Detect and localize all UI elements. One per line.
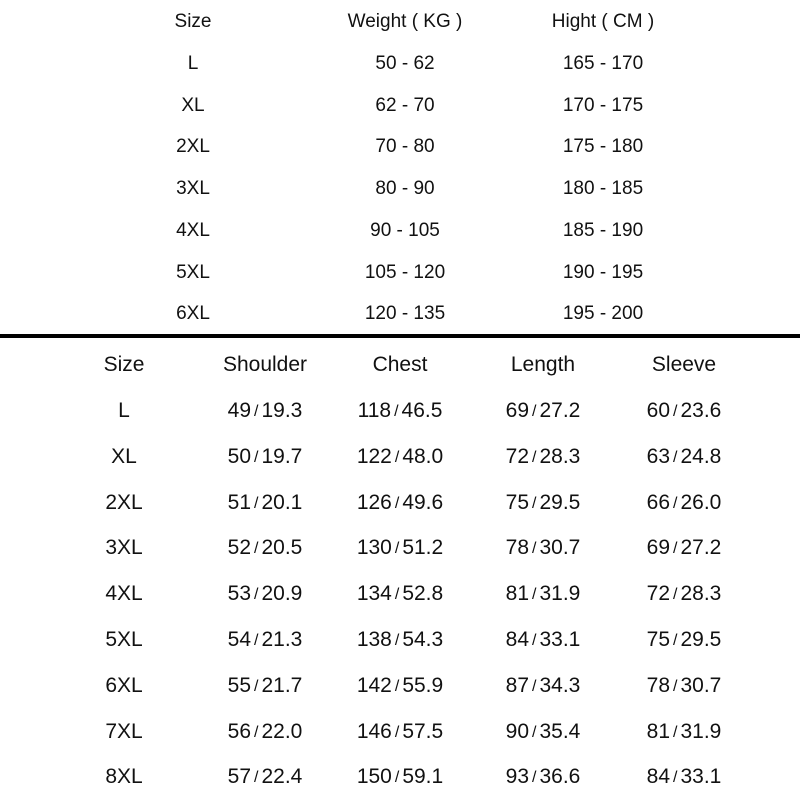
- cm-value: 146: [356, 719, 392, 743]
- table2-cell-chest: [357, 721, 443, 742]
- table2-cell-shoulder: [228, 766, 303, 787]
- table2-cell-sleeve: [647, 721, 722, 742]
- inch-value: 31.9: [680, 719, 722, 743]
- table2-cell-size: 4XL: [105, 582, 143, 606]
- cm-value: 57: [227, 765, 252, 789]
- inch-value: 51.2: [402, 536, 444, 560]
- inch-value: 19.3: [261, 399, 303, 422]
- cm-value: 56: [227, 719, 252, 743]
- value-separator: /: [394, 723, 400, 741]
- table1-header-weight: Weight ( KG ): [347, 11, 463, 32]
- value-separator: /: [394, 586, 400, 604]
- cm-value: 142: [356, 673, 392, 697]
- table2-cell-sleeve: [647, 583, 722, 604]
- table2-cell-chest: [357, 537, 443, 558]
- table2-cell-sleeve: [647, 629, 722, 650]
- table2-cell-size: 7XL: [105, 719, 143, 743]
- inch-value: 20.5: [261, 536, 303, 560]
- value-separator: /: [254, 769, 259, 787]
- table2-cell-length: [506, 400, 581, 421]
- value-separator: /: [394, 769, 400, 787]
- table2-cell-length: [506, 537, 581, 558]
- table2-cell-length: [506, 629, 581, 650]
- table2-cell-shoulder: [228, 446, 303, 467]
- value-separator: /: [673, 723, 678, 741]
- table2-cell-shoulder: [228, 721, 303, 742]
- table1-cell-height: 195 - 200: [562, 303, 644, 325]
- cm-value: 81: [646, 719, 671, 743]
- table1-cell-weight: 90 - 105: [370, 219, 440, 241]
- table1-cell-size: XL: [181, 94, 205, 116]
- table2-cell-size: L: [118, 399, 130, 422]
- cm-value: 84: [646, 765, 671, 789]
- table1-cell-height: 185 - 190: [562, 219, 644, 241]
- cm-value: 66: [646, 490, 671, 514]
- inch-value: 21.7: [261, 673, 303, 697]
- inch-value: 30.7: [539, 536, 581, 560]
- inch-value: 33.1: [539, 628, 581, 651]
- inch-value: 29.5: [539, 490, 581, 514]
- value-separator: /: [254, 403, 259, 420]
- cm-value: 49: [227, 399, 252, 422]
- inch-value: 48.0: [402, 444, 444, 468]
- table2-cell-length: [506, 721, 581, 742]
- table2-cell-sleeve: [647, 400, 722, 421]
- value-separator: /: [254, 540, 259, 558]
- table1-cell-weight: 70 - 80: [375, 136, 435, 158]
- inch-value: 20.9: [261, 582, 303, 606]
- cm-value: 118: [357, 399, 392, 422]
- table2-header-sleeve: Sleeve: [651, 353, 717, 376]
- value-separator: /: [532, 632, 537, 649]
- cm-value: 75: [505, 490, 530, 514]
- value-separator: /: [532, 723, 537, 741]
- table1-cell-height: 180 - 185: [562, 178, 644, 200]
- table2-cell-size: 8XL: [105, 765, 143, 789]
- table2-cell-sleeve: [647, 766, 722, 787]
- value-separator: /: [532, 540, 537, 558]
- cm-value: 63: [646, 444, 671, 468]
- inch-value: 27.2: [680, 536, 722, 560]
- inch-value: 27.2: [539, 399, 581, 422]
- table2-cell-sleeve: [647, 537, 722, 558]
- cm-value: 72: [505, 444, 530, 468]
- table1-cell-height: 175 - 180: [562, 136, 644, 158]
- table2-cell-sleeve: [647, 492, 722, 513]
- value-separator: /: [394, 540, 400, 558]
- table1-cell-size: L: [187, 53, 199, 74]
- value-separator: /: [254, 723, 259, 741]
- table2-cell-size: 5XL: [105, 628, 143, 651]
- inch-value: 49.6: [402, 490, 444, 514]
- value-separator: /: [532, 769, 537, 787]
- table2-cell-shoulder: [228, 675, 303, 696]
- inch-value: 24.8: [680, 444, 722, 468]
- inch-value: 23.6: [680, 399, 722, 422]
- value-separator: /: [673, 586, 678, 604]
- value-separator: /: [673, 632, 678, 649]
- table1-header-size: Size: [174, 11, 212, 32]
- cm-value: 87: [505, 673, 530, 697]
- table1-cell-weight: 50 - 62: [375, 53, 435, 74]
- value-separator: /: [254, 494, 259, 512]
- value-separator: /: [673, 403, 678, 420]
- value-separator: /: [394, 632, 400, 649]
- value-separator: /: [673, 540, 678, 558]
- inch-value: 29.5: [680, 628, 722, 651]
- table2-header-shoulder: Shoulder: [222, 353, 308, 376]
- cm-value: 69: [646, 536, 671, 560]
- value-separator: /: [254, 632, 259, 649]
- inch-value: 31.9: [539, 582, 581, 606]
- table2-cell-shoulder: [228, 629, 303, 650]
- table1-cell-size: 6XL: [176, 303, 210, 325]
- table1-cell-height: 165 - 170: [562, 53, 644, 74]
- value-separator: /: [673, 677, 678, 695]
- cm-value: 51: [227, 490, 252, 514]
- cm-value: 53: [227, 582, 252, 606]
- cm-value: 130: [356, 536, 392, 560]
- table2-cell-size: XL: [111, 444, 137, 468]
- table1-cell-height: 190 - 195: [562, 261, 644, 283]
- value-separator: /: [532, 586, 537, 604]
- value-separator: /: [673, 769, 678, 787]
- inch-value: 46.5: [401, 399, 443, 422]
- inch-value: 20.1: [261, 490, 303, 514]
- cm-value: 90: [505, 719, 530, 743]
- table-divider: [0, 334, 800, 338]
- table2-cell-chest: [357, 675, 443, 696]
- value-separator: /: [394, 494, 400, 512]
- table1-header-height: Hight ( CM ): [551, 11, 655, 32]
- table2-cell-chest: [357, 446, 443, 467]
- table1-cell-height: 170 - 175: [562, 94, 644, 116]
- cm-value: 50: [227, 444, 252, 468]
- inch-value: 57.5: [402, 719, 444, 743]
- inch-value: 26.0: [680, 490, 722, 514]
- inch-value: 35.4: [539, 719, 581, 743]
- value-separator: /: [673, 494, 678, 512]
- inch-value: 36.6: [539, 765, 581, 789]
- value-separator: /: [394, 677, 400, 695]
- inch-value: 33.1: [680, 765, 722, 789]
- table2-cell-length: [506, 446, 581, 467]
- cm-value: 78: [646, 673, 671, 697]
- value-separator: /: [394, 448, 400, 466]
- table2-header-chest: Chest: [372, 353, 428, 376]
- table2-cell-length: [506, 766, 581, 787]
- table1-cell-weight: 120 - 135: [364, 303, 446, 325]
- table2-cell-shoulder: [228, 492, 303, 513]
- table2-header-length: Length: [510, 353, 576, 376]
- table2-cell-chest: [357, 766, 443, 787]
- value-separator: /: [254, 586, 259, 604]
- table2-cell-shoulder: [228, 400, 303, 421]
- cm-value: 126: [356, 490, 392, 514]
- cm-value: 69: [505, 399, 530, 422]
- cm-value: 55: [227, 673, 252, 697]
- cm-value: 81: [505, 582, 530, 606]
- table2-cell-shoulder: [228, 583, 303, 604]
- inch-value: 28.3: [680, 582, 722, 606]
- table2-cell-size: 2XL: [105, 490, 143, 514]
- cm-value: 52: [227, 536, 252, 560]
- table2-cell-chest: [357, 629, 443, 650]
- table2-header-size: Size: [103, 353, 145, 376]
- value-separator: /: [532, 448, 537, 466]
- table2-cell-sleeve: [647, 675, 722, 696]
- inch-value: 22.4: [261, 765, 303, 789]
- table1-cell-weight: 62 - 70: [375, 94, 435, 116]
- cm-value: 54: [227, 628, 252, 651]
- inch-value: 30.7: [680, 673, 722, 697]
- table2-cell-shoulder: [228, 537, 303, 558]
- table1-cell-size: 3XL: [176, 178, 210, 200]
- cm-value: 93: [505, 765, 530, 789]
- value-separator: /: [532, 494, 537, 512]
- inch-value: 52.8: [402, 582, 444, 606]
- cm-value: 78: [505, 536, 530, 560]
- cm-value: 138: [356, 628, 392, 651]
- table1-cell-size: 5XL: [176, 261, 210, 283]
- table2-cell-chest: [358, 400, 443, 421]
- table1-cell-weight: 80 - 90: [375, 178, 435, 200]
- table2-cell-sleeve: [647, 446, 722, 467]
- inch-value: 55.9: [402, 673, 444, 697]
- inch-value: 19.7: [261, 444, 303, 468]
- table1-cell-weight: 105 - 120: [364, 261, 446, 283]
- value-separator: /: [532, 403, 537, 420]
- table2-cell-chest: [357, 583, 443, 604]
- value-separator: /: [394, 403, 399, 420]
- inch-value: 54.3: [402, 628, 444, 651]
- value-separator: /: [532, 677, 537, 695]
- table2-cell-length: [506, 492, 581, 513]
- table2-cell-size: 3XL: [105, 536, 143, 560]
- table2-cell-chest: [357, 492, 443, 513]
- cm-value: 122: [356, 444, 392, 468]
- cm-value: 72: [646, 582, 671, 606]
- inch-value: 22.0: [261, 719, 303, 743]
- table2-cell-length: [506, 583, 581, 604]
- cm-value: 60: [646, 399, 671, 422]
- cm-value: 84: [505, 628, 530, 651]
- value-separator: /: [673, 448, 678, 466]
- table2-cell-length: [506, 675, 581, 696]
- inch-value: 21.3: [261, 628, 303, 651]
- value-separator: /: [254, 677, 259, 695]
- cm-value: 134: [356, 582, 392, 606]
- table1-cell-size: 2XL: [176, 136, 210, 158]
- inch-value: 34.3: [539, 673, 581, 697]
- value-separator: /: [254, 448, 259, 466]
- cm-value: 75: [646, 628, 671, 651]
- table1-cell-size: 4XL: [176, 219, 210, 241]
- cm-value: 150: [356, 765, 392, 789]
- inch-value: 59.1: [402, 765, 444, 789]
- inch-value: 28.3: [539, 444, 581, 468]
- table2-cell-size: 6XL: [105, 673, 143, 697]
